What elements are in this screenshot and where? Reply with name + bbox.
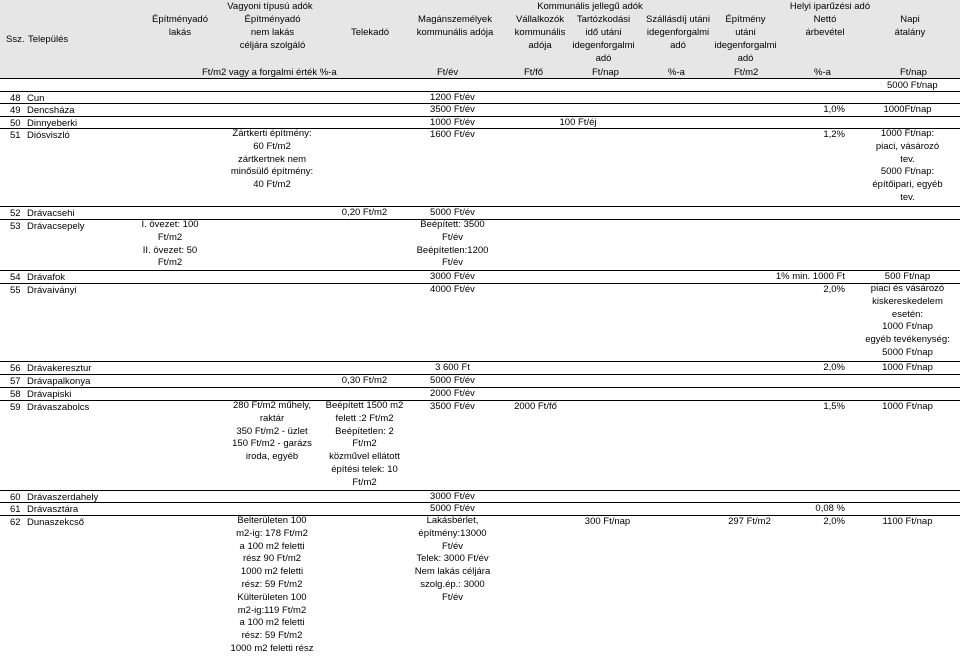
cell-kom: 3500 Ft/év: [430, 104, 475, 115]
cell-netto: 1% min. 1000 Ft: [775, 271, 845, 282]
group-header-iparuzesi: Helyi iparűzési adó: [789, 1, 871, 12]
table-row: [0, 128, 960, 206]
row-settlement: Drávakeresztur: [27, 363, 92, 374]
cell-nemlakas: Belterületen 100 m2-ig: 178 Ft/m2 a 100 m2 feletti rész 90 Ft/m2 1000 m2 feletti rész: 59 Ft/m2 Külterületen 100 m2-ig:119 Ft/m2 a 100 m2 feletti rész: 59 Ft/m2 1000 m2 feletti rész: [230, 515, 314, 654]
header-epitmenyado-nemlakas: Építményadó nem lakás céljára szolgáló: [239, 14, 306, 51]
cell-napi: 1000 Ft/nap: piaci, vásározó tev. 5000 Ft/nap: építőipari, egyéb tev.: [872, 128, 943, 203]
group-header-vagyoni: Vagyoni típusú adók: [227, 1, 313, 12]
row-settlement: Cun: [27, 93, 45, 104]
row-settlement: Drávafok: [27, 272, 66, 283]
row-number: 48: [10, 93, 21, 104]
cell-telek: 0,30 Ft/m2: [341, 375, 388, 386]
table-row: [0, 502, 960, 515]
cell-kom: 5000 Ft/év: [430, 375, 475, 386]
cell-vall: 100 Ft/éj: [559, 117, 597, 128]
cell-napi: 1000 Ft/nap: [882, 401, 933, 412]
table-row: [0, 490, 960, 502]
cell-napi: piaci és vásározó kiskereskedelem esetén: 1000 Ft/nap egyéb tevékenység: 5000 Ft/nap: [865, 283, 950, 358]
cell-kom: 3 600 Ft: [435, 362, 470, 373]
unit-szazalek: %-a: [668, 67, 685, 78]
default-napi: 5000 Ft/nap: [887, 80, 938, 91]
table-row: [0, 219, 960, 270]
cell-tart: 2000 Ft/fő: [514, 401, 557, 412]
cell-nemlakas: Zártkerti építmény: 60 Ft/m2 zártkertnek nem minősülő építmény: 40 Ft/m2: [230, 128, 314, 191]
header-maganszemelyek: Magánszemélyek kommunális adója: [416, 14, 494, 38]
cell-kom: Lakásbérlet, építmény:13000 Ft/év Telek: 3000 Ft/év Nem lakás céljára szolg.ép.: 3000 Ft/év: [414, 515, 491, 603]
cell-napi: 1000Ft/nap: [883, 104, 932, 115]
row-settlement: Diósviszló: [27, 130, 70, 141]
cell-netto: 2,0%: [823, 362, 845, 373]
divider: [0, 78, 960, 79]
cell-telek: 0,20 Ft/m2: [341, 207, 388, 218]
row-settlement: Dinnyeberki: [27, 118, 78, 129]
cell-napi: 500 Ft/nap: [884, 271, 931, 282]
table-row: [0, 283, 960, 361]
cell-napi: 1100 Ft/nap: [882, 516, 933, 527]
cell-netto: 1,5%: [823, 401, 845, 412]
row-number: 60: [10, 492, 21, 503]
row-settlement: Dunaszekcső: [27, 517, 85, 528]
row-settlement: Dencsháza: [27, 105, 75, 116]
header-epitmenyado-lakas: Építményadó lakás: [152, 14, 208, 38]
row-settlement: Drávaiványi: [27, 285, 77, 296]
table-row: [0, 116, 960, 128]
cell-kom: 1200 Ft/év: [430, 92, 475, 103]
group-header-kommunalis: Kommunális jellegű adók: [537, 1, 643, 12]
header-ssz: Ssz.: [6, 34, 25, 45]
unit-ft-ev: Ft/év: [437, 67, 459, 78]
cell-kom: 3500 Ft/év: [430, 401, 475, 412]
header-szallasdij: Szállásdíj utáni idegenforgalmi adó: [646, 14, 710, 51]
row-number: 59: [10, 402, 21, 413]
table-row: [0, 206, 960, 219]
table-row: [0, 387, 960, 400]
cell-kom: 2000 Ft/év: [430, 388, 475, 399]
cell-netto: 1,2%: [823, 129, 845, 140]
header-vallalkozok: Vállalkozók kommunális adója: [514, 14, 566, 51]
unit-ft-fo: Ft/fő: [524, 67, 544, 78]
row-number: 53: [10, 221, 21, 232]
row-number: 61: [10, 504, 21, 515]
table-row: [0, 103, 960, 116]
cell-szall: 300 Ft/nap: [584, 516, 631, 527]
unit-ft-nap-2: Ft/nap: [900, 67, 927, 78]
cell-nemlakas: 280 Ft/m2 műhely, raktár 350 Ft/m2 - üzlet 150 Ft/m2 - garázs iroda, egyéb: [232, 400, 312, 463]
row-number: 62: [10, 517, 21, 528]
cell-kom: 5000 Ft/év: [430, 207, 475, 218]
table-row: [0, 374, 960, 387]
row-settlement: Drávapalkonya: [27, 376, 91, 387]
header-netto: Nettó árbevétel: [805, 14, 845, 38]
cell-kom: 3000 Ft/év: [430, 491, 475, 502]
header-telekado: Telekadó: [350, 27, 390, 38]
cell-epit: 297 Ft/m2: [728, 516, 771, 527]
row-number: 58: [10, 389, 21, 400]
table-row: [0, 361, 960, 374]
cell-kom: 1000 Ft/év: [430, 117, 475, 128]
cell-kom: 1600 Ft/év: [430, 129, 475, 140]
cell-kom: 3000 Ft/év: [430, 271, 475, 282]
cell-netto: 0,08 %: [815, 503, 845, 514]
row-settlement: Drávaszabolcs: [27, 402, 90, 413]
row-number: 56: [10, 363, 21, 374]
header-napi: Napi átalány: [894, 14, 926, 38]
cell-napi: 1000 Ft/nap: [882, 362, 933, 373]
cell-netto: 2,0%: [823, 284, 845, 295]
header-telepules: Település: [28, 34, 69, 45]
cell-kom: Beépített: 3500 Ft/év Beépítetlen:1200 Ft/év: [416, 219, 489, 269]
table-row: [0, 400, 960, 490]
cell-netto: 2,0%: [823, 516, 845, 527]
row-number: 51: [10, 130, 21, 141]
row-number: 57: [10, 376, 21, 387]
cell-kom: 5000 Ft/év: [430, 503, 475, 514]
cell-lakas: I. övezet: 100 Ft/m2 II. övezet: 50 Ft/m2: [141, 219, 199, 269]
row-number: 50: [10, 118, 21, 129]
unit-ft-m2: Ft/m2: [734, 67, 759, 78]
unit-ft-nap: Ft/nap: [592, 67, 619, 78]
row-number: 55: [10, 285, 21, 296]
cell-netto: 1,0%: [823, 104, 845, 115]
header-tartozkodasi: Tartózkodási idő utáni idegenforgalmi adó: [572, 14, 635, 64]
unit-szazalek-2: %-a: [814, 67, 831, 78]
unit-ft-m2-forgalmi: Ft/m2 vagy a forgalmi érték %-a: [202, 67, 337, 78]
row-settlement: Drávapiski: [27, 389, 72, 400]
row-settlement: Drávacsepely: [27, 221, 85, 232]
row-number: 54: [10, 272, 21, 283]
table-row: [0, 515, 960, 659]
cell-telek: Beépített 1500 m2 felett :2 Ft/m2 Beépítetlen: 2 Ft/m2 közművel ellátott építési telek: 10 Ft/m2: [325, 400, 404, 488]
row-settlement: Drávasztára: [27, 504, 79, 515]
row-number: 52: [10, 208, 21, 219]
table-row: [0, 91, 960, 103]
header-epitmeny: Építmény utáni idegenforgalmi adó: [714, 14, 777, 64]
table-row: [0, 270, 960, 283]
cell-kom: 4000 Ft/év: [430, 284, 475, 295]
row-settlement: Drávacsehi: [27, 208, 75, 219]
row-number: 49: [10, 105, 21, 116]
row-settlement: Drávaszerdahely: [27, 492, 99, 503]
